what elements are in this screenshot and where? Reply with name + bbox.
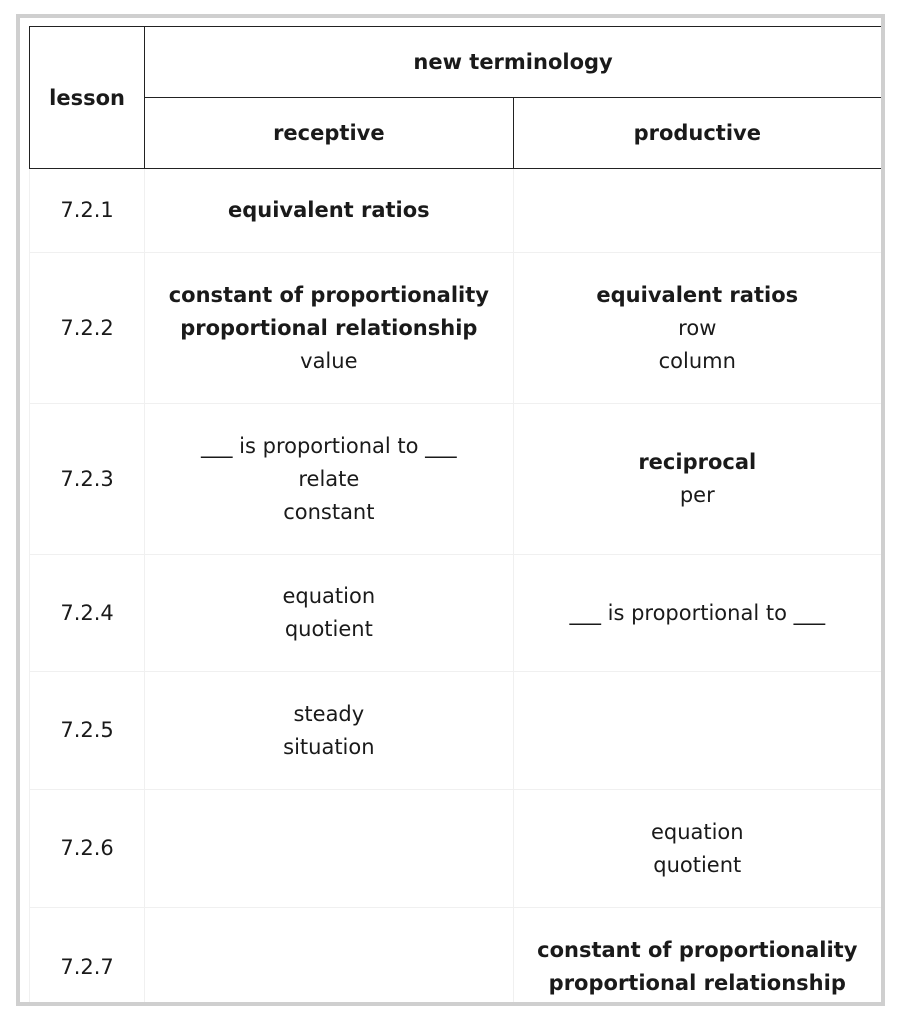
table-row <box>30 672 882 790</box>
term: situation <box>283 734 375 759</box>
header-receptive: receptive <box>145 98 513 169</box>
table-row <box>30 253 882 404</box>
term: quotient <box>284 617 373 641</box>
table-row <box>30 790 882 908</box>
term: column <box>658 348 736 373</box>
term: constant of proportionality <box>168 282 489 307</box>
term: constant <box>283 499 375 524</box>
table-row <box>30 555 882 672</box>
header-new-terminology: new terminology <box>145 27 882 98</box>
term: per <box>679 483 715 507</box>
table-row <box>30 908 882 1007</box>
term: equivalent ratios <box>227 198 430 222</box>
receptive-terms-cell <box>145 404 513 555</box>
lesson-number: 7.2.5 <box>30 672 145 790</box>
productive-terms-cell <box>513 253 881 404</box>
term: steady <box>293 701 365 726</box>
term: equation <box>282 584 376 608</box>
receptive-terms-cell <box>145 672 513 790</box>
receptive-terms-cell <box>145 169 513 253</box>
lesson-number: 7.2.7 <box>30 908 145 1007</box>
term: equivalent ratios <box>596 282 799 307</box>
term: quotient <box>653 852 742 877</box>
productive-terms-cell <box>513 169 881 253</box>
term: constant of proportionality <box>537 938 858 962</box>
productive-terms-cell <box>513 672 881 790</box>
receptive-terms-cell <box>145 555 513 672</box>
productive-terms-cell <box>513 404 881 555</box>
lesson-number: 7.2.2 <box>30 253 145 404</box>
lesson-number: 7.2.1 <box>30 169 145 253</box>
lesson-number: 7.2.6 <box>30 790 145 908</box>
term: reciprocal <box>638 450 757 474</box>
receptive-terms-cell <box>145 908 513 1007</box>
term: proportional relationship <box>180 315 478 340</box>
header-lesson: lesson <box>30 27 145 169</box>
receptive-terms-cell <box>145 253 513 404</box>
table-row <box>30 169 882 253</box>
lesson-number: 7.2.4 <box>30 555 145 672</box>
productive-terms-cell <box>513 908 881 1007</box>
term: relate <box>298 466 360 491</box>
receptive-terms-cell <box>145 790 513 908</box>
term: ___ is proportional to ___ <box>569 600 826 625</box>
header-productive: productive <box>513 98 881 169</box>
term: row <box>678 315 717 340</box>
term: equation <box>650 819 744 844</box>
table-row <box>30 404 882 555</box>
productive-terms-cell <box>513 555 881 672</box>
productive-terms-cell <box>513 790 881 908</box>
table-frame <box>16 14 885 1006</box>
lesson-number: 7.2.3 <box>30 404 145 555</box>
terminology-table <box>29 26 882 1006</box>
term: ___ is proportional to ___ <box>201 433 457 458</box>
term: proportional relationship <box>548 971 846 995</box>
term: value <box>300 348 358 373</box>
